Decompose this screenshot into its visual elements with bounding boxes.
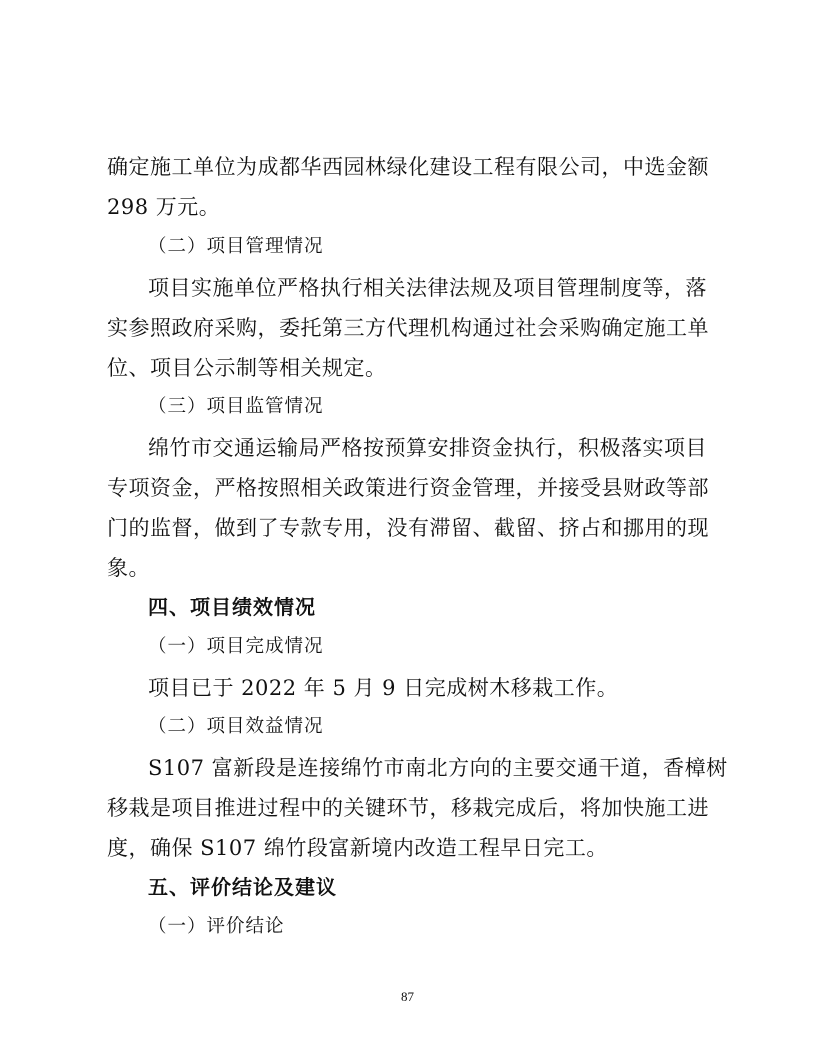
body-text-line: S107 富新段是连接绵竹市南北方向的主要交通干道，香樟树 [148,756,728,780]
page-number: 87 [401,989,414,1004]
body-text-line: 项目实施单位严格执行相关法律法规及项目管理制度等，落 [148,276,707,300]
body-text-line: 实参照政府采购，委托第三方代理机构通过社会采购确定施工单 [107,316,709,340]
sub-heading: （三）项目监管情况 [148,396,324,417]
body-text-line: 项目已于 2022 年 5 月 9 日完成树木移栽工作。 [148,676,619,700]
body-text-line: 绵竹市交通运输局严格按预算安排资金执行，积极落实项目 [148,436,707,460]
sub-heading: （二）项目效益情况 [148,716,324,737]
body-text-line: 位、项目公示制等相关规定。 [107,356,387,380]
body-text-line: 度，确保 S107 绵竹段富新境内改造工程早日完工。 [107,836,608,860]
section-heading: 五、评价结论及建议 [148,875,337,899]
body-text-line: 确定施工单位为成都华西园林绿化建设工程有限公司，中选金额 [107,155,709,179]
body-text-line: 门的监督，做到了专款专用，没有滞留、截留、挤占和挪用的现 [107,516,709,540]
body-text-line: 专项资金，严格按照相关政策进行资金管理，并接受县财政等部 [107,476,709,500]
sub-heading: （二）项目管理情况 [148,236,324,257]
sub-heading: （一）评价结论 [148,916,285,937]
body-text-line: 298 万元。 [107,195,221,219]
body-text-line: 象。 [107,556,150,580]
body-text-line: 移栽是项目推进过程中的关键环节，移栽完成后，将加快施工进 [107,796,709,820]
section-heading: 四、项目绩效情况 [148,595,316,619]
sub-heading: （一）项目完成情况 [148,636,324,657]
